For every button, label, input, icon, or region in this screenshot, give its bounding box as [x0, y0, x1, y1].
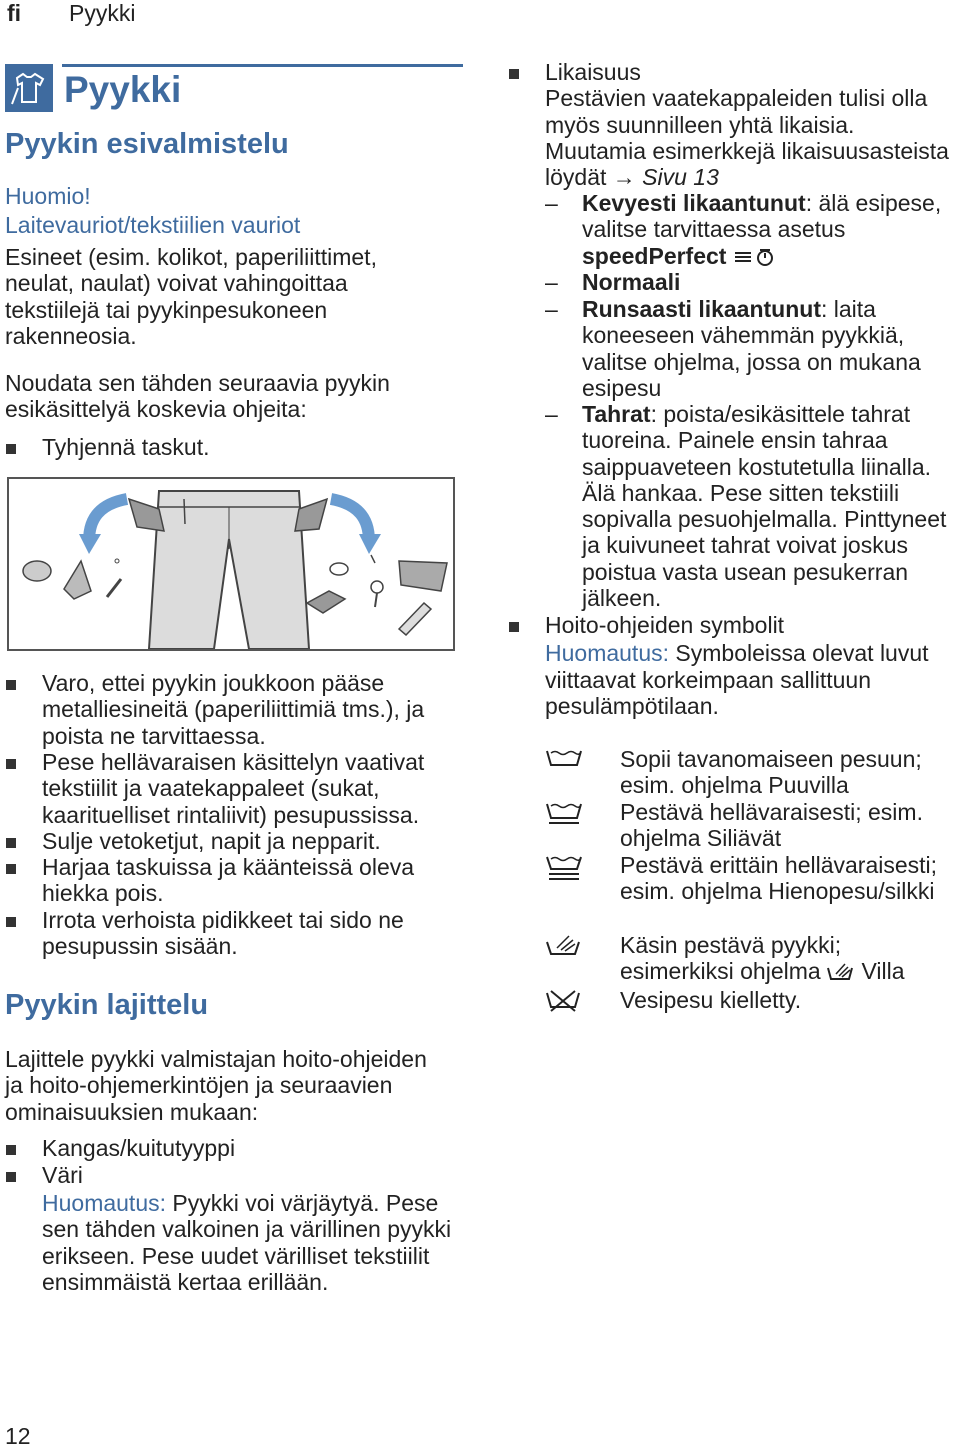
soil-title: Likaisuus	[545, 59, 641, 85]
header-lang: fi	[7, 0, 22, 26]
sort-note	[42, 1190, 462, 1295]
wash-tub-normal-icon	[545, 748, 583, 775]
note-text: Symboleissa olevat luvut viittaavat korkeimpaan sallittuun pesulämpötilaan.	[545, 640, 929, 719]
bullet-square	[6, 917, 16, 927]
sub-item	[545, 296, 960, 401]
page-reference[interactable]: Sivu 13	[642, 164, 719, 191]
care-symbol-row	[545, 852, 960, 905]
care-symbol-row	[545, 932, 960, 988]
prep-intro: Noudata sen tähden seuraavia pyykin esikäsittelyä koskevia ohjeita:	[5, 370, 390, 423]
sort-intro: Lajittele pyykki valmistajan hoito-ohjeiden ja hoito-ohjemerkintöjen ja seuraavien ominaisuuksien mukaan:	[5, 1046, 427, 1125]
bullet-square	[509, 69, 519, 79]
list-item-text: Pese hellävaraisen käsittelyn vaativat tekstiilit ja vaatekappaleet (sukat, kaarituelliset rintaliivit) pesupussissa.	[42, 749, 425, 828]
speed-clock-icon	[733, 246, 779, 272]
wash-tub-very-gentle-icon	[545, 854, 583, 887]
hand-wash-icon	[827, 961, 855, 987]
care-symbol-text: Pestävä erittäin hellävaraisesti; esim. ohjelma Hienopesu/silkki	[620, 852, 938, 905]
list-item	[5, 828, 465, 854]
list-item	[5, 907, 465, 960]
sort-heading: Pyykin lajittelu	[5, 989, 209, 1021]
care-symbol-text: Pestävä hellävaraisesti; esim. ohjelma Siliävät	[620, 799, 923, 852]
list-item-text: Tyhjennä taskut.	[42, 434, 210, 460]
chapter-title: Pyykki	[64, 69, 182, 110]
list-item-text: Kangas/kuitutyyppi	[42, 1135, 236, 1161]
bullet-square	[6, 838, 16, 848]
list-item-text: Harjaa taskuissa ja käänteissä oleva hiekka pois.	[42, 854, 415, 907]
warning-title: Huomio!	[5, 183, 91, 209]
warning-subtitle: Laitevauriot/tekstiilien vauriot	[5, 212, 301, 238]
bullet-square	[6, 444, 16, 454]
laundry-shirt-icon	[5, 64, 53, 112]
dash-marker: –	[545, 269, 558, 295]
note-label: Huomautus:	[545, 640, 670, 667]
sub-item-text: Tahrat: poista/esikäsittele tahrat tuoreina. Painele ensin tahraa saippuaveteen kostutetulla liinalla. Älä hankaa. Pese sitten tekstiili sopivalla pesuohjelmalla. Pinttyneet ja kuivuneet tahrat voivat joskus poistua vasta usean pesukerran jälkeen.	[582, 401, 947, 612]
prep-heading: Pyykin esivalmistelu	[5, 128, 289, 160]
header-section: Pyykki	[69, 0, 136, 26]
sub-item	[545, 269, 960, 295]
bullet-square	[6, 680, 16, 690]
bullet-square	[6, 864, 16, 874]
do-not-wash-icon	[545, 989, 583, 1018]
list-item-text: Varo, ettei pyykin joukkoon pääse metalliesineitä (paperiliittimiä tms.), ja poista ne tarvittaessa.	[42, 670, 425, 749]
bullet-square	[6, 1172, 16, 1182]
warning-text: Esineet (esim. kolikot, paperiliittimet, neulat, naulat) voivat vahingoittaa tekstiilejä tai pyykinpesukoneen rakenneosia.	[5, 244, 377, 349]
care-title: Hoito-ohjeiden symbolit	[545, 612, 785, 638]
care-symbol-text: Sopii tavanomaiseen pesuun; esim. ohjelma Puuvilla	[620, 746, 922, 799]
chapter-rule	[62, 64, 463, 67]
care-symbol-text: Vesipesu kielletty.	[620, 987, 802, 1013]
arrow-icon: →	[612, 164, 636, 191]
page-number: 12	[5, 1423, 31, 1449]
dash-marker: –	[545, 401, 558, 427]
care-note	[545, 640, 960, 719]
list-item	[5, 854, 465, 907]
list-item	[5, 434, 465, 460]
bullet-square	[6, 759, 16, 769]
list-item-soil	[508, 59, 960, 190]
dash-marker: –	[545, 296, 558, 322]
soil-text	[545, 85, 960, 190]
list-item-text: Irrota verhoista pidikkeet tai sido ne pesupussin sisään.	[42, 907, 404, 960]
list-item	[5, 1162, 465, 1188]
sub-item-text: Kevyesti likaantunut: älä esipese, valitse tarvittaessa asetus speedPerfect	[582, 190, 960, 272]
care-symbol-row	[545, 746, 960, 799]
list-item-text: Sulje vetoketjut, napit ja nepparit.	[42, 828, 381, 854]
dash-marker: –	[545, 190, 558, 216]
empty-pockets-illustration	[7, 477, 455, 651]
care-symbol-row	[545, 799, 960, 852]
note-label: Huomautus:	[42, 1190, 167, 1216]
list-item	[5, 1135, 465, 1161]
list-item-text: Väri	[42, 1162, 83, 1188]
list-item-care	[508, 612, 960, 719]
bullet-square	[6, 1145, 16, 1155]
bullet-square	[509, 622, 519, 632]
sub-item	[545, 190, 960, 272]
soil-text-body: Pestävien vaatekappaleiden tulisi olla myös suunnilleen yhtä likaisia. Muutamia esimerkkejä likaisuusasteista löydät	[545, 85, 949, 191]
sub-item-text: Normaali	[582, 269, 681, 295]
sub-item-text: Runsaasti likaantunut: laita koneeseen vähemmän pyykkiä, valitse ohjelma, jossa on mukana esipesu	[582, 296, 921, 401]
list-item	[5, 670, 465, 749]
list-item	[5, 749, 465, 828]
hand-wash-icon	[545, 934, 583, 963]
wash-tub-gentle-icon	[545, 801, 583, 832]
note-text: Pyykki voi värjäytyä. Pese sen tähden valkoinen ja värillinen pyykki erikseen. Pese uudet värilliset tekstiilit ensimmäistä kertaa erillään.	[42, 1190, 452, 1295]
care-symbol-row	[545, 987, 960, 1013]
sub-item	[545, 401, 960, 611]
care-symbol-text: Käsin pestävä pyykki; esimerkiksi ohjelma Villa	[620, 932, 960, 988]
